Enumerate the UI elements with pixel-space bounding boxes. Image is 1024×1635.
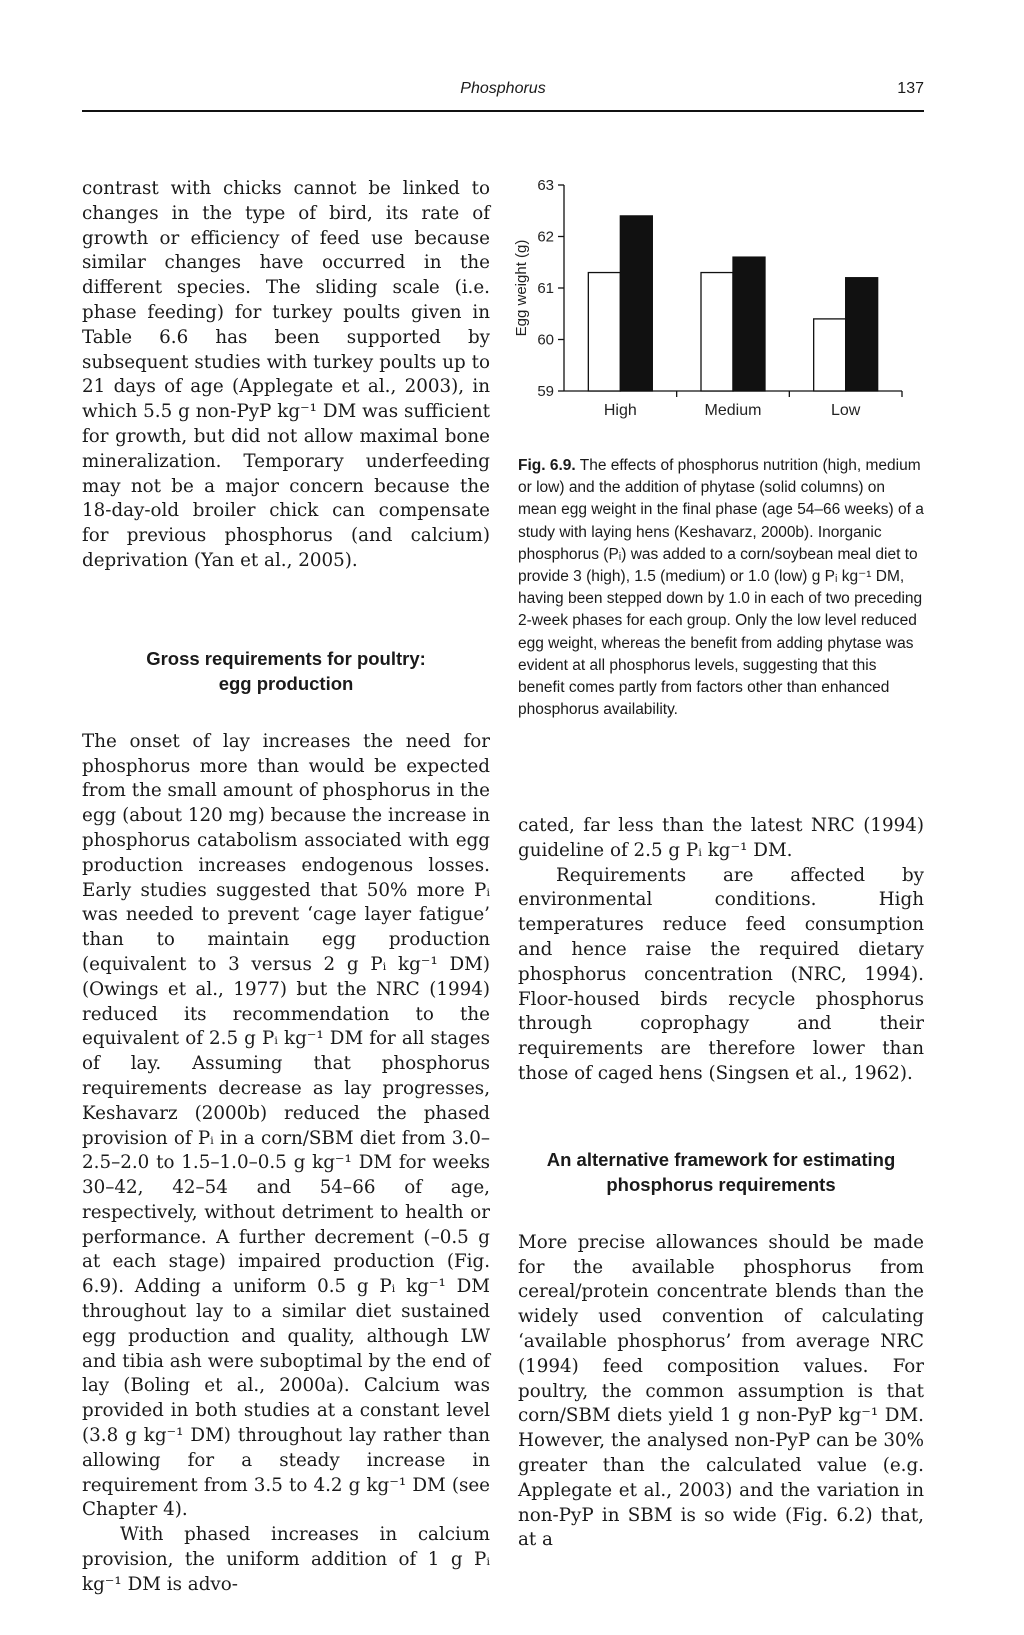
paragraph: The onset of lay increases the need for phosphorus more than would be expected from the small amount of phosphorus in the egg (about 120 mg) because the increase in phosphorus catabolism associated with egg production increases endogenous losses. Early studies suggested that 50% more Pᵢ was needed to prevent ‘cage layer fatigue’ than to maintain egg production (equivalent to 3 versus 2 g Pᵢ kg⁻¹ DM) (Owings et al., 1977) but the NRC (1994) reduced its recommendation to the equivalent of 2.5 g Pᵢ kg⁻¹ DM for all stages of lay. Assuming that phosphorus requirements decrease as lay progresses, Keshavarz (2000b) reduced the phased provision of Pᵢ in a corn/SBM diet from 3.0–2.5–2.0 to 1.5–1.0–0.5 g kg⁻¹ DM for weeks 30–42, 42–54 and 54–66 of age, respectively, without detriment to health or performance. A further decrement (–0.5 g at each stage) impaired production (Fig. 6.9). Adding a uniform 0.5 g Pᵢ kg⁻¹ DM throughout lay to a similar diet sustained egg production and quality, although LW and tibia ash were suboptimal by the end of lay (Boling et al., 2000a). Calcium was provided in both studies at a constant level (3.8 g kg⁻¹ DM) throughout lay rather than allowing for a steady increase in requirement from 3.5 to 4.2 g kg⁻¹ DM (see Chapter 4). (82, 730, 490, 1521)
section-heading-line: An alternative framework for estimating (546, 1148, 896, 1170)
paragraph: More precise allowances should be made for the available phosphorus from cereal/protein concentrate blends than the widely used convention of calculating ‘available phosphorus’ from average NRC (1994) feed composition values. For poultry, the common assumption is that corn/SBM diets yield 1 g non-PyP kg⁻¹ DM. However, the analysed non-PyP can be 30% greater than the calculated value (e.g. Applegate et al., 2003) and the variation in non-PyP in SBM is so wide (Fig. 6.2) that, at a (518, 1231, 924, 1551)
x-tick-label: Low (830, 402, 861, 419)
running-header (82, 80, 924, 112)
section-heading-line: phosphorus requirements (606, 1173, 836, 1195)
figure-6-9-chart (513, 170, 924, 430)
paragraph: contrast with chicks cannot be linked to changes in the type of bird, its rate of growth or efficiency of feed use because similar changes have occurred in the different species. The sliding scale (i.e. phase feeding) for turkey poults given in Table 6.6 has been supported by subsequent studies with turkey poults up to 21 days of age (Applegate et al., 2003), in which 5.5 g non-PyP kg⁻¹ DM was sufficient for growth, but did not allow maximal bone mineralization. Temporary underfeeding may not be a major concern because the 18-day-old broiler chick can compensate for previous phosphorus (and calcium) deprivation (Yan et al., 2005). (82, 178, 490, 571)
bar-high-control (588, 273, 620, 391)
figure-caption-text: The effects of phosphorus nutrition (high, medium or low) and the addition of phytase (solid columns) on mean egg weight in the final phase (age 54–66 weeks) of a study with laying hens (Keshavarz, 2000b). Inorganic phosphorus (Pᵢ) was added to a corn/soybean meal diet to provide 3 (high), 1.5 (medium) or 1.0 (low) g Pᵢ kg⁻¹ DM, having been stepped down by 1.0 in each of two preceding 2-week phases for each group. Only the low level reduced egg weight, whereas the benefit from adding phytase was evident at all phosphorus levels, suggesting that this benefit comes partly from factors other than enhanced phosphorus availability. (518, 457, 924, 719)
y-tick-label: 60 (537, 331, 554, 349)
page-number: 137 (897, 80, 924, 97)
y-tick-label: 62 (537, 228, 554, 246)
x-tick-label: Medium (704, 402, 762, 419)
paragraph: Requirements are affected by environmental conditions. High temperatures reduce feed consumption and hence raise the required dietary phosphorus concentration (NRC, 1994). Floor-housed birds recycle phosphorus through coprophagy and their requirements are therefore lower than those of caged hens (Singsen et al., 1962). (518, 864, 924, 1084)
paragraph: cated, far less than the latest NRC (1994) guideline of 2.5 g Pᵢ kg⁻¹ DM. (518, 815, 924, 861)
y-tick-label: 61 (537, 280, 554, 297)
bar-chart (513, 170, 924, 430)
bar-low-phytase (846, 278, 878, 391)
section-heading-line: Gross requirements for poultry: (146, 647, 426, 669)
paragraph: With phased increases in calcium provision, the uniform addition of 1 g Pᵢ kg⁻¹ DM is advo- (82, 1524, 490, 1595)
bar-medium-control (701, 273, 733, 391)
section-heading-line: egg production (218, 672, 354, 694)
y-tick-label: 59 (537, 383, 554, 400)
left-column (82, 177, 490, 1598)
y-axis-label: Egg weight (g) (513, 239, 530, 337)
bar-medium-phytase (733, 257, 765, 391)
right-column (518, 814, 924, 1553)
bar-low-control (814, 319, 846, 391)
x-tick-label: High (603, 402, 637, 419)
figure-caption (518, 455, 924, 721)
figure-label: Fig. 6.9. (518, 457, 576, 474)
running-title: Phosphorus (460, 80, 546, 97)
y-tick-label: 63 (537, 177, 554, 194)
bar-high-phytase (620, 216, 652, 391)
